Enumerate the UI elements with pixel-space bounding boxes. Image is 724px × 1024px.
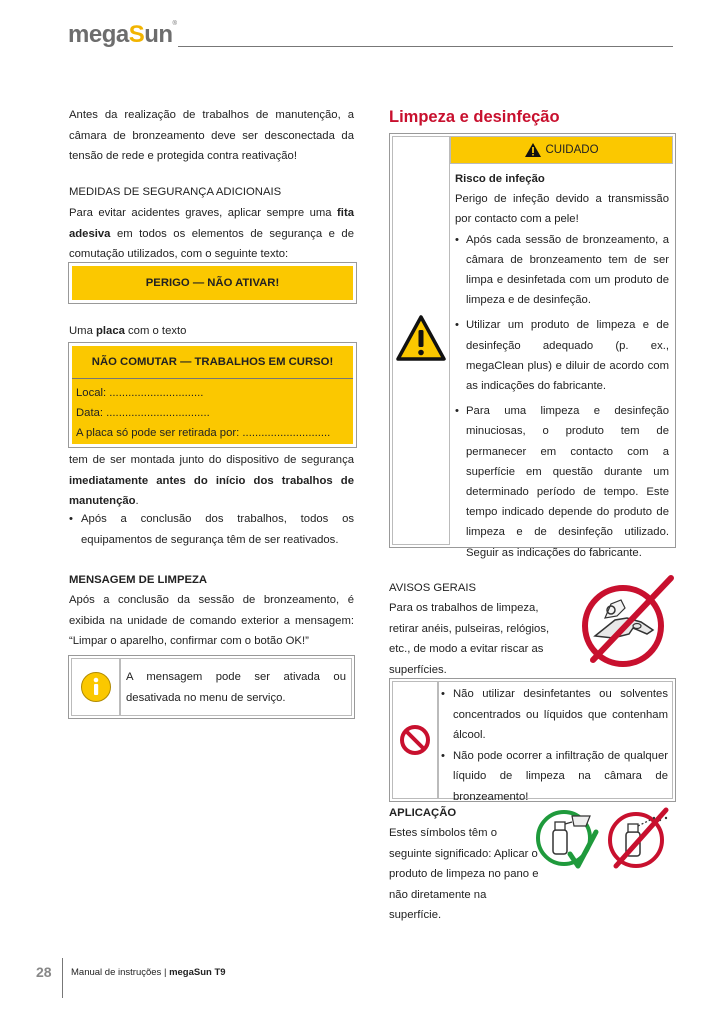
caution-header xyxy=(450,136,673,164)
cleaning-message-heading: MENSAGEM DE LIMPEZA xyxy=(69,574,208,586)
warning-sign xyxy=(72,346,353,444)
header-rule xyxy=(178,46,673,47)
general-notes-text: Para os trabalhos de limpeza, retirar anéis, pulseiras, relógios, etc., de modo a evitar riscar as superfícies. xyxy=(389,602,550,676)
plate-text-2: com o texto xyxy=(124,325,187,337)
plate-bold-text: placa xyxy=(96,325,125,337)
info-note-box xyxy=(68,655,355,719)
warning-sign-date: Data: ................................. xyxy=(76,407,210,419)
warning-icon-cell xyxy=(392,136,450,545)
application-heading: APLICAÇÃO xyxy=(389,807,457,819)
caution-label: CUIDADO xyxy=(545,144,599,156)
risk-text: Perigo de infeção devido a transmissão por contacto com a pele! xyxy=(455,193,669,226)
warning-sign-local: Local: .............................. xyxy=(76,387,204,399)
mount-text-1: tem de ser montada junto do dispositivo de segurança xyxy=(69,454,354,466)
footer-manual-text: Manual de instruções | xyxy=(71,967,170,978)
intro-paragraph: Antes da realização de trabalhos de manutenção, a câmara de bronzeamento deve ser desconectada da tensão de rede e protegida contra reativação! xyxy=(69,109,354,162)
bullet-dot: • xyxy=(455,405,459,418)
logo-text-s: S xyxy=(128,21,145,48)
mount-bullet-text: Após a conclusão dos trabalhos, todos os equipamentos de segurança têm de ser reativados. xyxy=(81,513,354,546)
info-note-text: A mensagem pode ser ativada ou desativada no menu de serviço. xyxy=(120,658,352,716)
risk-bullet-text: Utilizar um produto de limpeza e de desinfeção adequado (p. ex., megaClean plus) e diluir de acordo com as indicações do fabricante. xyxy=(466,319,669,393)
info-icon xyxy=(80,671,112,703)
general-bullet-text: Não pode ocorrer a infiltração de qualquer líquido de limpeza na câmara de bronzeamento! xyxy=(453,749,668,803)
general-bullet xyxy=(441,684,668,746)
no-jewelry-icon xyxy=(575,574,675,674)
bullet-dot: • xyxy=(441,688,445,700)
measures-text-1: Para evitar acidentes graves, aplicar sempre uma xyxy=(69,207,338,219)
danger-tape-box xyxy=(68,262,357,304)
danger-tape-label: PERIGO — NÃO ATIVAR! xyxy=(72,266,353,300)
measures-paragraph xyxy=(69,203,354,265)
general-bullet-text: Não utilizar desinfetantes ou solventes concentrados ou líquidos que contenham álcool. xyxy=(453,688,668,741)
footer-manual-label xyxy=(71,967,226,978)
measures-text-2: em todos os elementos de segurança e de comutação utilizados, com o seguinte texto: xyxy=(69,227,354,260)
page-number: 28 xyxy=(36,964,52,980)
prohibition-icon-cell xyxy=(392,681,438,799)
mount-bullet xyxy=(69,509,354,550)
logo-text-prefix: mega xyxy=(68,21,129,48)
cleaning-message-paragraph: Após a conclusão da sessão de bronzeamento, é exibida na unidade de comando exterior a mensagem: “Limpar o aparelho, confirmar com o botão OK!” xyxy=(69,594,354,647)
footer-rule xyxy=(62,958,63,998)
risk-bullet xyxy=(455,315,669,396)
caution-body xyxy=(450,164,673,563)
warning-sign-removal: A placa só pode ser retirada por: ............................ xyxy=(76,427,331,439)
general-bullet xyxy=(441,746,668,808)
megasun-logo xyxy=(68,21,176,49)
risk-bullet-text: Para uma limpeza e desinfeção minuciosas, o produto tem de permanecer em contacto com a superfície em questão durante um determinado período de tempo. Este tempo indicado depende do produto de limpeza e de desinfeção utilizado. Seguir as indicações do fabricante. xyxy=(466,405,669,559)
mount-text-2: . xyxy=(135,495,139,507)
warning-sign-box xyxy=(68,342,357,448)
spray-on-cloth-allowed-icon xyxy=(534,806,600,872)
measures-heading: MEDIDAS DE SEGURANÇA ADICIONAIS xyxy=(69,186,282,198)
general-notes-table xyxy=(389,678,676,802)
warning-small-icon xyxy=(524,142,542,158)
risk-title: Risco de infeção xyxy=(455,173,545,185)
measures-bold-text: fita adesiva xyxy=(69,207,354,240)
bullet-dot: • xyxy=(455,319,459,332)
bullet-dot: • xyxy=(441,749,445,762)
footer-product-name: megaSun T9 xyxy=(169,967,226,978)
plate-text-1: Uma xyxy=(69,325,96,337)
bullet-dot: • xyxy=(455,233,459,246)
risk-bullet xyxy=(455,401,669,563)
application-text-body: Estes símbolos têm o seguinte significado: Aplicar o produto de limpeza no pano e não diretamente na superfície. xyxy=(389,827,539,921)
risk-bullet-text: Após cada sessão de bronzeamento, a câmara de bronzeamento tem de ser limpa e desinfetada com um produto de limpeza e de desinfeção. xyxy=(466,233,669,307)
risk-bullet xyxy=(455,230,669,311)
info-icon-cell xyxy=(71,658,120,716)
logo-registered-mark: ® xyxy=(172,21,177,27)
prohibition-icon xyxy=(399,724,431,756)
caution-content xyxy=(450,136,673,559)
mount-bold-text: imediatamente antes do início dos trabalhos de manutenção xyxy=(69,474,354,507)
general-notes-content xyxy=(438,681,673,803)
general-notes-heading: AVISOS GERAIS xyxy=(389,582,477,594)
caution-table xyxy=(389,133,676,559)
mount-paragraph xyxy=(69,450,354,512)
warning-triangle-icon xyxy=(395,313,447,365)
warning-sign-title: NÃO COMUTAR — TRABALHOS EM CURSO! xyxy=(72,346,353,379)
section-title: Limpeza e desinfeção xyxy=(389,108,560,126)
plate-paragraph xyxy=(69,321,354,342)
spray-on-surface-prohibited-icon xyxy=(606,806,674,872)
bullet-dot: • xyxy=(69,513,73,525)
logo-text-suffix: un xyxy=(144,21,173,48)
